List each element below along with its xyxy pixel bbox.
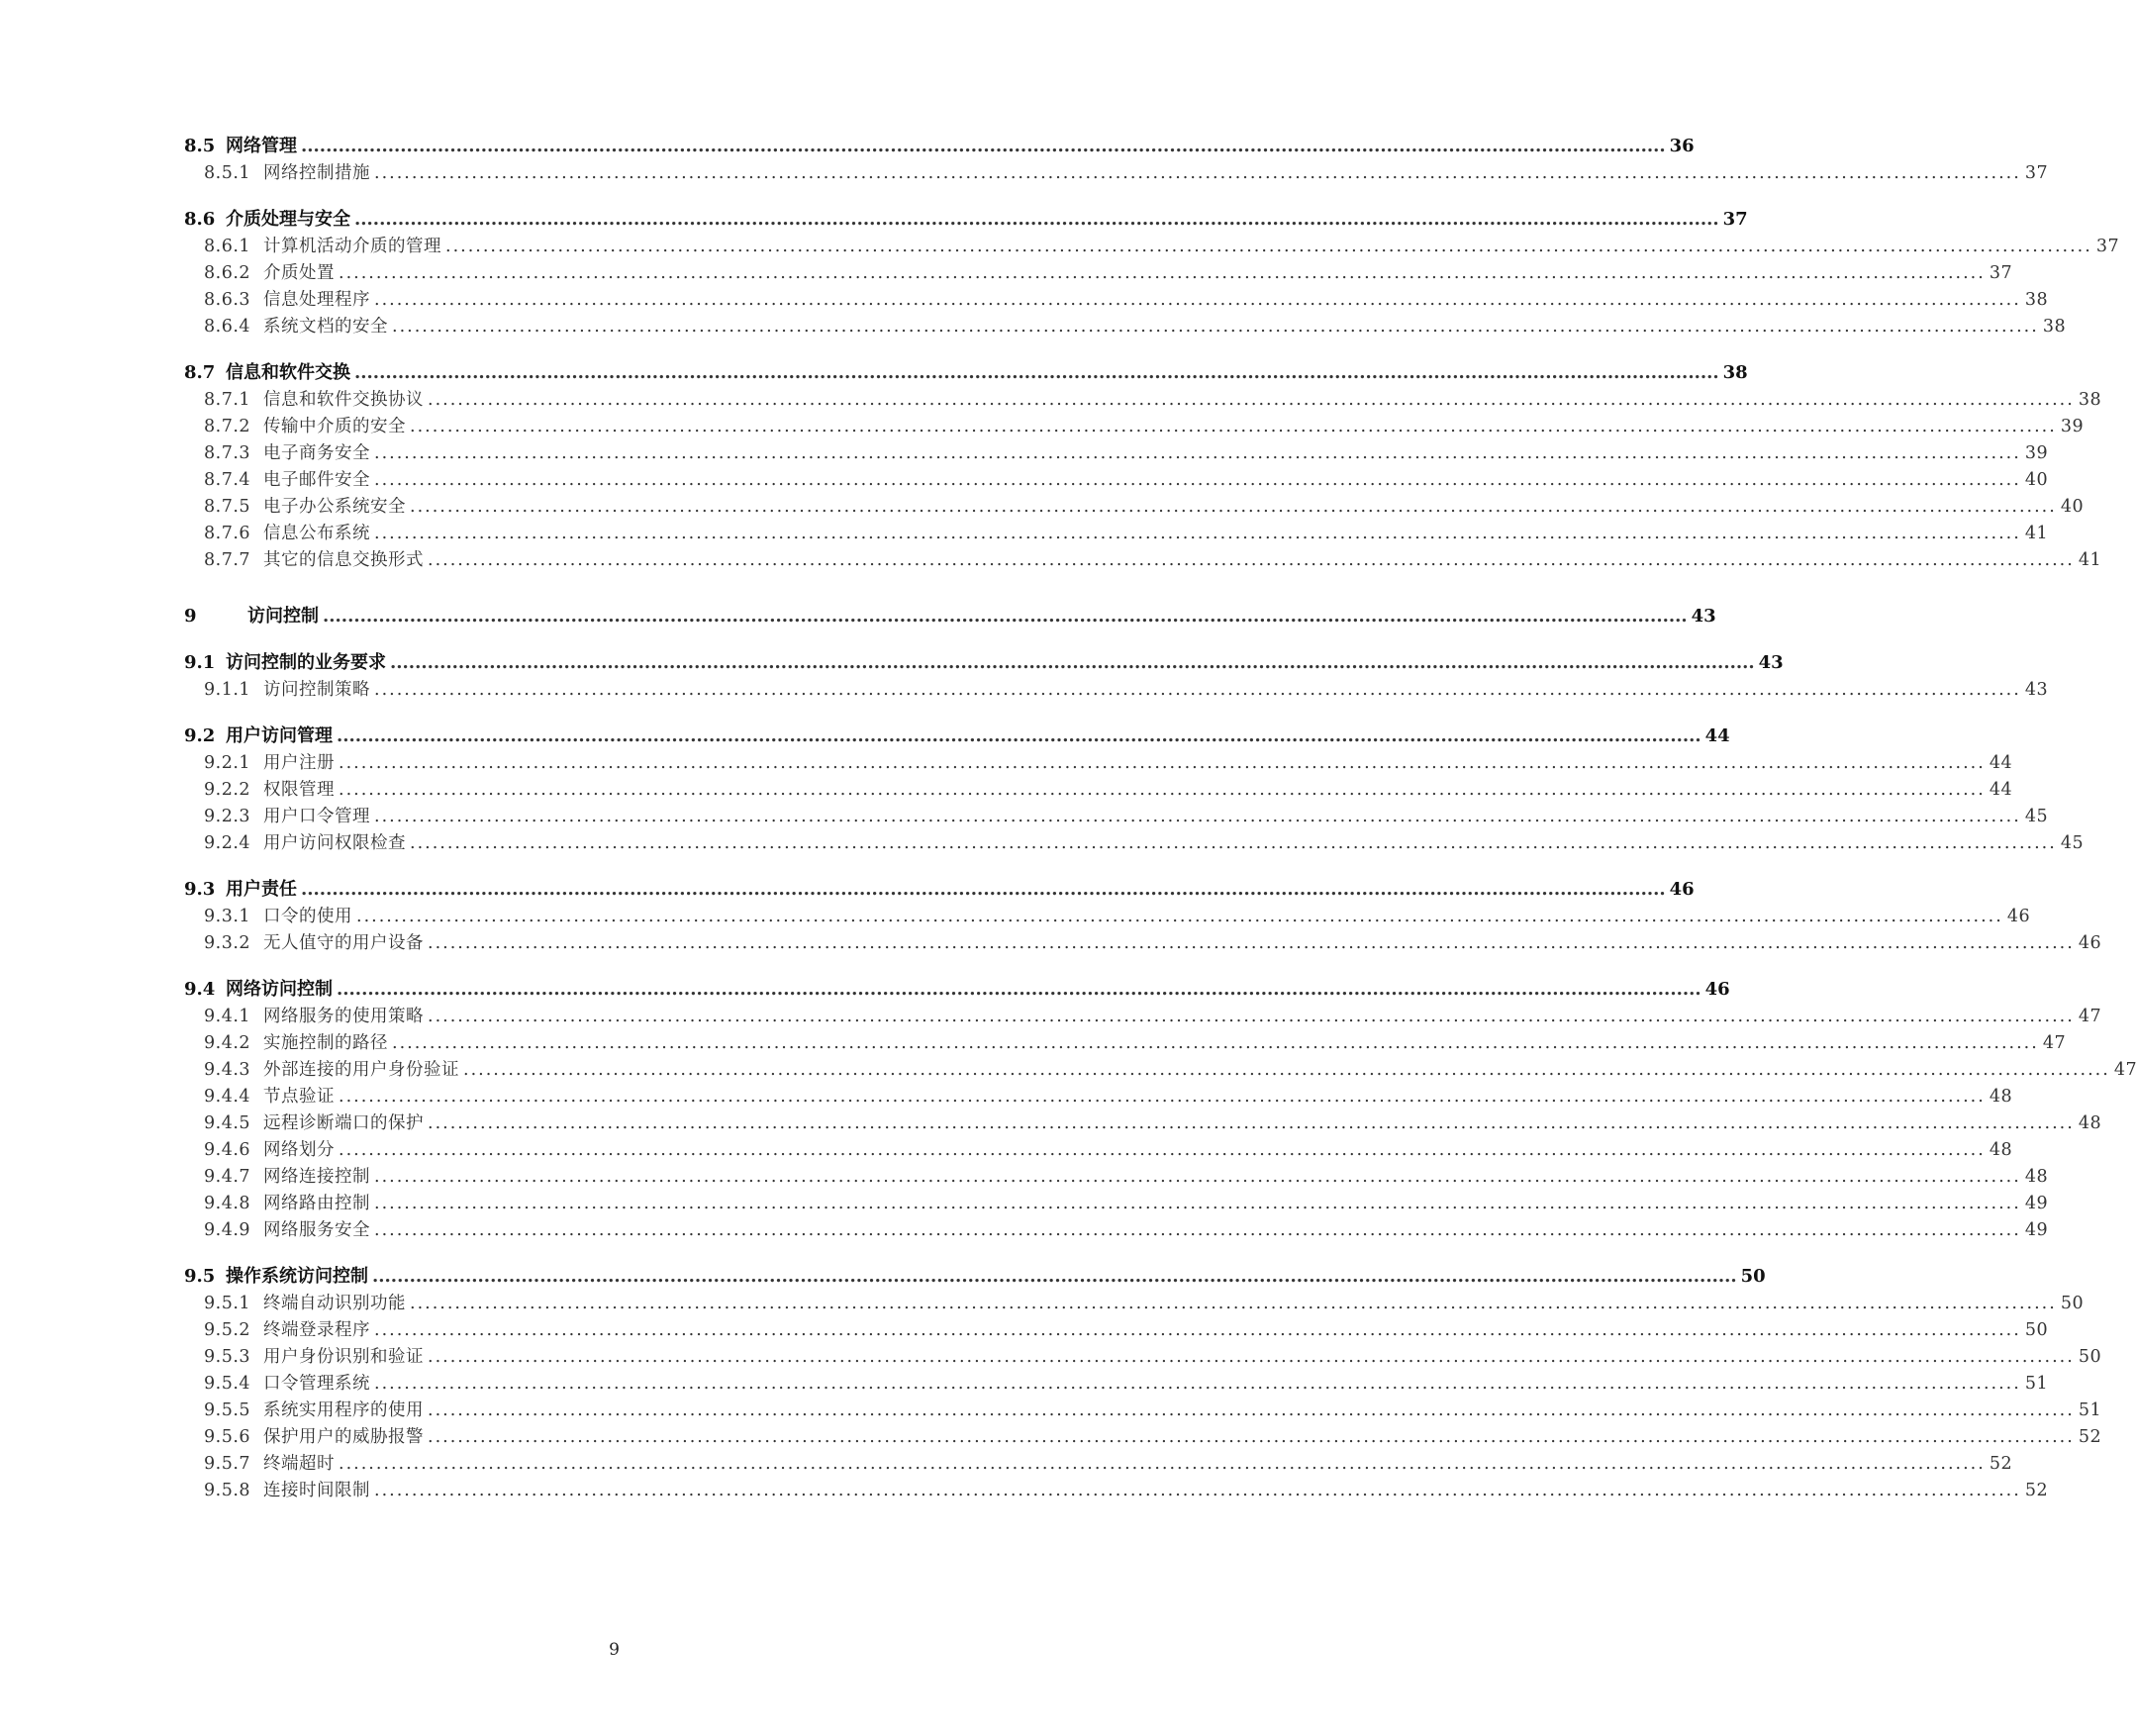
- toc-page-number: 52: [1989, 1454, 2013, 1474]
- dot-leader: ............................................................................................................................................................................................................................: [337, 979, 1701, 1000]
- toc-title: 访问控制的业务要求: [226, 652, 386, 673]
- dot-leader: ............................................................................................................................................................................................................................: [428, 933, 2075, 953]
- toc-number: 9.2: [184, 725, 216, 746]
- toc-title: 实施控制的路径: [263, 1033, 388, 1053]
- toc-number: 8.7.2: [204, 417, 251, 436]
- dot-leader: ............................................................................................................................................................................................................................: [339, 780, 1986, 800]
- toc-subentry[interactable]: [204, 441, 2049, 465]
- dot-leader: ............................................................................................................................................................................................................................: [374, 680, 2021, 700]
- toc-number: 9.4.5: [204, 1113, 251, 1133]
- toc-number: 9: [184, 606, 197, 627]
- toc-subentry[interactable]: [204, 1479, 2049, 1502]
- toc-subentry[interactable]: [204, 905, 2031, 928]
- toc-title: 用户身份识别和验证: [263, 1347, 424, 1367]
- dot-leader: ............................................................................................................................................................................................................................: [428, 1347, 2075, 1367]
- toc-number: 9.4.8: [204, 1194, 251, 1213]
- toc-title: 网络控制措施: [263, 163, 370, 183]
- toc-subentry[interactable]: [204, 1372, 2049, 1396]
- toc-page-number: 52: [2024, 1481, 2049, 1500]
- dot-leader: ............................................................................................................................................................................................................................: [428, 1400, 2075, 1420]
- toc-title: 网络管理: [226, 136, 297, 156]
- toc-page-number: 38: [2042, 317, 2067, 337]
- dot-leader: ............................................................................................................................................................................................................................: [392, 1033, 2039, 1053]
- toc-title: 信息和软件交换: [226, 362, 350, 383]
- toc-subentry[interactable]: [204, 831, 2085, 855]
- dot-leader: ............................................................................................................................................................................................................................: [392, 317, 2039, 337]
- toc-number: 9.4.9: [204, 1220, 251, 1240]
- toc-number: 8.6.3: [204, 290, 251, 310]
- toc-page-number: 41: [2078, 550, 2102, 570]
- toc-number: 9.5: [184, 1266, 216, 1287]
- toc-number: 8.6.4: [204, 317, 251, 337]
- toc-page-number: 48: [2024, 1167, 2049, 1187]
- toc-page-number: 38: [2024, 290, 2049, 310]
- toc-title: 用户注册: [263, 753, 335, 773]
- dot-leader: ............................................................................................................................................................................................................................: [390, 652, 1755, 673]
- toc-number: 8.6.1: [204, 237, 251, 256]
- toc-subentry[interactable]: [204, 235, 2120, 258]
- dot-leader: ............................................................................................................................................................................................................................: [374, 163, 2021, 183]
- toc-subentry[interactable]: [204, 1031, 2067, 1055]
- toc-entry[interactable]: [184, 1265, 1766, 1289]
- toc-subentry[interactable]: [204, 1425, 2102, 1449]
- toc-page-number: 37: [1722, 209, 1748, 230]
- toc-title: 网络服务安全: [263, 1220, 370, 1240]
- toc-subentry[interactable]: [204, 778, 2013, 802]
- dot-leader: ............................................................................................................................................................................................................................: [445, 237, 2092, 256]
- toc-subentry[interactable]: [204, 1218, 2049, 1242]
- toc-page-number: 40: [2024, 470, 2049, 490]
- toc-entry[interactable]: [184, 651, 1784, 675]
- toc-page-number: 50: [2024, 1320, 2049, 1340]
- toc-number: 8.6: [184, 209, 216, 230]
- toc-number: 9.2.2: [204, 780, 251, 800]
- toc-subentry[interactable]: [204, 388, 2102, 412]
- dot-leader: ............................................................................................................................................................................................................................: [463, 1060, 2110, 1080]
- dot-leader: ............................................................................................................................................................................................................................: [374, 1194, 2021, 1213]
- toc-page-number: 44: [1989, 780, 2013, 800]
- toc-title: 网络服务的使用策略: [263, 1007, 424, 1026]
- dot-leader: ............................................................................................................................................................................................................................: [374, 524, 2021, 543]
- toc-title: 信息公布系统: [263, 524, 370, 543]
- toc-title: 其它的信息交换形式: [263, 550, 424, 570]
- toc-page-number: 45: [2024, 807, 2049, 826]
- toc-page-number: 43: [2024, 680, 2049, 700]
- toc-page-number: 50: [2078, 1347, 2102, 1367]
- toc-subentry[interactable]: [204, 495, 2085, 519]
- toc-title: 终端超时: [263, 1454, 335, 1474]
- dot-leader: ............................................................................................................................................................................................................................: [428, 390, 2075, 410]
- toc-title: 电子办公系统安全: [263, 497, 406, 517]
- dot-leader: ............................................................................................................................................................................................................................: [374, 1220, 2021, 1240]
- toc-title: 信息处理程序: [263, 290, 370, 310]
- toc-subentry[interactable]: [204, 751, 2013, 775]
- toc-entry[interactable]: [184, 605, 1716, 628]
- toc-number: 9.3: [184, 879, 216, 900]
- dot-leader: ............................................................................................................................................................................................................................: [372, 1266, 1737, 1287]
- toc-page-number: 43: [1758, 652, 1784, 673]
- toc-page-number: 46: [1704, 979, 1730, 1000]
- dot-leader: ............................................................................................................................................................................................................................: [374, 1481, 2021, 1500]
- toc-page-number: 38: [1722, 362, 1748, 383]
- toc-subentry[interactable]: [204, 1085, 2013, 1109]
- toc-page-number: 50: [1740, 1266, 1766, 1287]
- dot-leader: ............................................................................................................................................................................................................................: [339, 753, 1986, 773]
- toc-subentry[interactable]: [204, 522, 2049, 545]
- toc-title: 用户访问权限检查: [263, 833, 406, 853]
- toc-number: 8.7.6: [204, 524, 251, 543]
- dot-leader: ............................................................................................................................................................................................................................: [301, 879, 1666, 900]
- toc-subentry[interactable]: [204, 678, 2049, 702]
- dot-leader: ............................................................................................................................................................................................................................: [374, 807, 2021, 826]
- dot-leader: ............................................................................................................................................................................................................................: [428, 550, 2075, 570]
- dot-leader: ............................................................................................................................................................................................................................: [410, 417, 2057, 436]
- toc-number: 9.5.8: [204, 1481, 251, 1500]
- toc-number: 9.5.7: [204, 1454, 251, 1474]
- dot-leader: ............................................................................................................................................................................................................................: [354, 362, 1719, 383]
- toc-number: 9.3.2: [204, 933, 251, 953]
- dot-leader: ............................................................................................................................................................................................................................: [339, 1087, 1986, 1107]
- toc-subentry[interactable]: [204, 1345, 2102, 1369]
- toc-page-number: 36: [1669, 136, 1695, 156]
- toc-page-number: 51: [2078, 1400, 2102, 1420]
- toc-number: 9.4.4: [204, 1087, 251, 1107]
- toc-subentry[interactable]: [204, 161, 2049, 185]
- toc-title: 电子商务安全: [263, 443, 370, 463]
- dot-leader: ............................................................................................................................................................................................................................: [339, 1454, 1986, 1474]
- toc-page-number: 44: [1704, 725, 1730, 746]
- dot-leader: ............................................................................................................................................................................................................................: [428, 1427, 2075, 1447]
- toc-number: 9.5.4: [204, 1374, 251, 1394]
- toc-page-number: 43: [1691, 606, 1716, 627]
- toc-subentry[interactable]: [204, 1192, 2049, 1215]
- toc-subentry[interactable]: [204, 1111, 2102, 1135]
- toc-number: 9.4.1: [204, 1007, 251, 1026]
- dot-leader: ............................................................................................................................................................................................................................: [374, 470, 2021, 490]
- toc-number: 9.4.2: [204, 1033, 251, 1053]
- toc-page-number: 47: [2113, 1060, 2137, 1080]
- toc-page-number: 49: [2024, 1220, 2049, 1240]
- toc-page-number: 48: [1989, 1087, 2013, 1107]
- toc-number: 9.1: [184, 652, 216, 673]
- toc-page-number: 46: [1669, 879, 1695, 900]
- toc-entry[interactable]: [184, 135, 1695, 158]
- toc-number: 9.4.7: [204, 1167, 251, 1187]
- toc-number: 8.7.7: [204, 550, 251, 570]
- dot-leader: ............................................................................................................................................................................................................................: [337, 725, 1701, 746]
- toc-title: 网络路由控制: [263, 1194, 370, 1213]
- toc-subentry[interactable]: [204, 1165, 2049, 1189]
- dot-leader: ............................................................................................................................................................................................................................: [410, 833, 2057, 853]
- dot-leader: ............................................................................................................................................................................................................................: [354, 209, 1719, 230]
- toc-number: 9.2.1: [204, 753, 251, 773]
- toc-number: 9.5.3: [204, 1347, 251, 1367]
- toc-number: 8.7.5: [204, 497, 251, 517]
- toc-title: 传输中介质的安全: [263, 417, 406, 436]
- toc-subentry[interactable]: [204, 548, 2102, 572]
- toc-number: 9.2.3: [204, 807, 251, 826]
- toc-entry[interactable]: [184, 724, 1730, 748]
- toc-title: 信息和软件交换协议: [263, 390, 424, 410]
- toc-title: 口令的使用: [263, 907, 352, 926]
- page-number: 9: [609, 1640, 620, 1660]
- toc-entry[interactable]: [184, 361, 1748, 385]
- toc-number: 9.4.6: [204, 1140, 251, 1160]
- toc-subentry[interactable]: [204, 1138, 2013, 1162]
- toc-number: 9.3.1: [204, 907, 251, 926]
- dot-leader: ............................................................................................................................................................................................................................: [339, 263, 1986, 283]
- dot-leader: ............................................................................................................................................................................................................................: [410, 1294, 2057, 1313]
- toc-subentry[interactable]: [204, 1058, 2137, 1082]
- toc-entry[interactable]: [184, 878, 1695, 902]
- toc-title: 权限管理: [263, 780, 335, 800]
- toc-page-number: 51: [2024, 1374, 2049, 1394]
- toc-title: 用户口令管理: [263, 807, 370, 826]
- toc-page-number: 48: [2078, 1113, 2102, 1133]
- toc-number: 9.5.1: [204, 1294, 251, 1313]
- toc-page-number: 49: [2024, 1194, 2049, 1213]
- toc-title: 系统实用程序的使用: [263, 1400, 424, 1420]
- toc-title: 操作系统访问控制: [226, 1266, 368, 1287]
- toc-number: 9.5.6: [204, 1427, 251, 1447]
- dot-leader: ............................................................................................................................................................................................................................: [410, 497, 2057, 517]
- toc-title: 口令管理系统: [263, 1374, 370, 1394]
- toc-page-number: 50: [2060, 1294, 2085, 1313]
- toc-number: 9.5.2: [204, 1320, 251, 1340]
- toc-title: 电子邮件安全: [263, 470, 370, 490]
- toc-page-number: 37: [2024, 163, 2049, 183]
- toc-number: 9.4.3: [204, 1060, 251, 1080]
- toc-subentry[interactable]: [204, 315, 2067, 338]
- toc-subentry[interactable]: [204, 931, 2102, 955]
- toc-title: 介质处理与安全: [226, 209, 350, 230]
- toc-number: 8.7.4: [204, 470, 251, 490]
- toc-number: 9.5.5: [204, 1400, 251, 1420]
- toc-page-number: 47: [2042, 1033, 2067, 1053]
- toc-page-number: 46: [2006, 907, 2031, 926]
- toc-page-number: 37: [2095, 237, 2120, 256]
- dot-leader: ............................................................................................................................................................................................................................: [323, 606, 1688, 627]
- dot-leader: ............................................................................................................................................................................................................................: [374, 290, 2021, 310]
- toc-number: 9.2.4: [204, 833, 251, 853]
- dot-leader: ............................................................................................................................................................................................................................: [374, 1167, 2021, 1187]
- dot-leader: ............................................................................................................................................................................................................................: [301, 136, 1666, 156]
- toc-number: 8.5.1: [204, 163, 251, 183]
- toc-page-number: 37: [1989, 263, 2013, 283]
- toc-title: 网络连接控制: [263, 1167, 370, 1187]
- dot-leader: ............................................................................................................................................................................................................................: [339, 1140, 1986, 1160]
- toc-subentry[interactable]: [204, 1398, 2102, 1422]
- toc-number: 9.1.1: [204, 680, 251, 700]
- toc-title: 保护用户的威胁报警: [263, 1427, 424, 1447]
- toc-number: 8.7.3: [204, 443, 251, 463]
- toc-page-number: 40: [2060, 497, 2085, 517]
- toc-page-number: 44: [1989, 753, 2013, 773]
- toc-title: 终端自动识别功能: [263, 1294, 406, 1313]
- toc-page-number: 38: [2078, 390, 2102, 410]
- toc-title: 用户责任: [226, 879, 297, 900]
- toc-page-number: 41: [2024, 524, 2049, 543]
- toc-subentry[interactable]: [204, 468, 2049, 492]
- toc-page-number: 47: [2078, 1007, 2102, 1026]
- toc-page-number: 46: [2078, 933, 2102, 953]
- toc-title: 用户访问管理: [226, 725, 333, 746]
- toc-title: 网络划分: [263, 1140, 335, 1160]
- toc-title: 介质处置: [263, 263, 335, 283]
- toc-subentry[interactable]: [204, 415, 2085, 438]
- toc-subentry[interactable]: [204, 1005, 2102, 1028]
- toc-title: 无人值守的用户设备: [263, 933, 424, 953]
- toc-title: 访问控制策略: [263, 680, 370, 700]
- toc-title: 访问控制: [247, 606, 319, 627]
- toc-entry[interactable]: [184, 208, 1748, 232]
- dot-leader: ............................................................................................................................................................................................................................: [374, 1374, 2021, 1394]
- toc-page-number: 39: [2060, 417, 2085, 436]
- toc-page-number: 48: [1989, 1140, 2013, 1160]
- dot-leader: ............................................................................................................................................................................................................................: [356, 907, 2003, 926]
- toc-title: 计算机活动介质的管理: [263, 237, 441, 256]
- toc-number: 9.4: [184, 979, 216, 1000]
- toc-number: 8.7.1: [204, 390, 251, 410]
- dot-leader: ............................................................................................................................................................................................................................: [428, 1007, 2075, 1026]
- toc-title: 连接时间限制: [263, 1481, 370, 1500]
- toc-title: 系统文档的安全: [263, 317, 388, 337]
- dot-leader: ............................................................................................................................................................................................................................: [428, 1113, 2075, 1133]
- toc-page-number: 39: [2024, 443, 2049, 463]
- toc-subentry[interactable]: [204, 1318, 2049, 1342]
- toc-subentry[interactable]: [204, 1292, 2085, 1315]
- toc-page-number: 45: [2060, 833, 2085, 853]
- dot-leader: ............................................................................................................................................................................................................................: [374, 1320, 2021, 1340]
- toc-subentry[interactable]: [204, 1452, 2013, 1476]
- dot-leader: ............................................................................................................................................................................................................................: [374, 443, 2021, 463]
- toc-number: 8.5: [184, 136, 216, 156]
- toc-number: 8.6.2: [204, 263, 251, 283]
- toc-subentry[interactable]: [204, 805, 2049, 828]
- toc-title: 终端登录程序: [263, 1320, 370, 1340]
- toc-title: 节点验证: [263, 1087, 335, 1107]
- toc-title: 外部连接的用户身份验证: [263, 1060, 459, 1080]
- toc-title: 网络访问控制: [226, 979, 333, 1000]
- toc-subentry[interactable]: [204, 288, 2049, 312]
- toc-number: 8.7: [184, 362, 216, 383]
- toc-subentry[interactable]: [204, 261, 2013, 285]
- toc-title: 远程诊断端口的保护: [263, 1113, 424, 1133]
- toc-page-number: 52: [2078, 1427, 2102, 1447]
- toc-entry[interactable]: [184, 978, 1730, 1002]
